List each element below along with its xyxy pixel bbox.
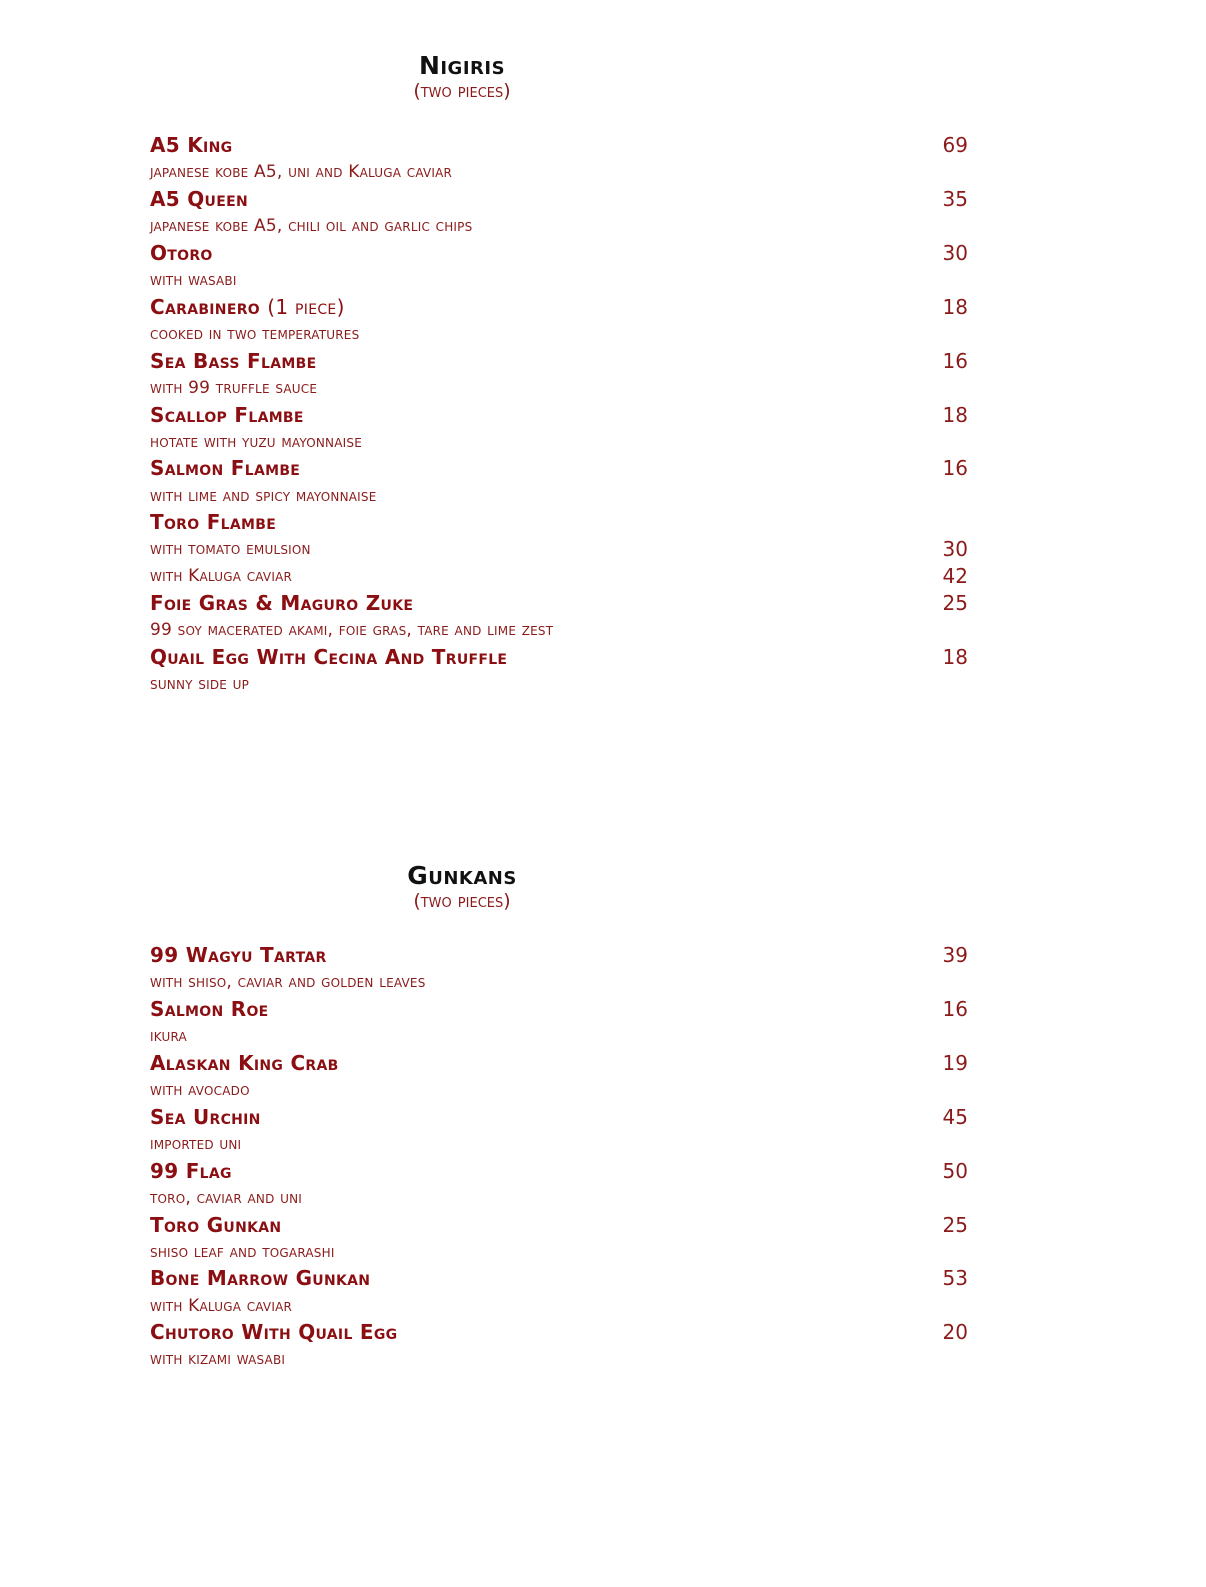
menu-item-name-row: [150, 240, 968, 267]
menu-item-desc-row: [150, 213, 968, 240]
menu-item-desc-row: [150, 375, 968, 402]
menu-item-desc-row: [150, 1239, 968, 1266]
gunkans-section: [150, 860, 968, 1380]
item-name-with-note: [150, 294, 345, 320]
menu-item-desc-row: [150, 969, 968, 996]
menu-item-name-row: [150, 1050, 968, 1077]
menu-item-name-row: [150, 186, 968, 213]
menu-item-desc-row: [150, 671, 968, 698]
nigiris-title: Nigiris: [418, 51, 506, 80]
menu-item-desc-row: [150, 267, 968, 294]
item-name: A5 King: [150, 133, 233, 157]
item-name: 99 Flag: [150, 1159, 232, 1183]
item-price: 18: [942, 295, 968, 319]
item-description: with tomato emulsion: [150, 539, 311, 559]
item-description: with wasabi: [150, 270, 237, 290]
item-price: 16: [942, 997, 968, 1021]
menu-item-name-row: [150, 1212, 968, 1239]
item-description: toro, caviar and uni: [150, 1188, 303, 1208]
menu-item-name-row: [150, 294, 968, 321]
menu-item-name-row: [150, 455, 968, 482]
menu-item-desc-row: [150, 1346, 968, 1373]
item-name: Carabinero: [150, 295, 260, 319]
menu-item-name-row: [150, 1158, 968, 1185]
item-name: A5 Queen: [150, 187, 248, 211]
item-price: 53: [942, 1266, 968, 1290]
item-description: with lime and spicy mayonnaise: [150, 486, 377, 506]
item-price: 30: [942, 537, 968, 561]
menu-item-name-row: [150, 1319, 968, 1346]
item-price: 16: [942, 456, 968, 480]
item-price: 50: [942, 1159, 968, 1183]
item-description: sunny side up: [150, 674, 250, 694]
item-name: Bone Marrow Gunkan: [150, 1266, 371, 1290]
menu-item-name-row: [150, 996, 968, 1023]
item-description: 99 soy macerated akami, foie gras, tare and lime zest: [150, 620, 554, 640]
gunkans-subtitle: (two pieces): [413, 890, 511, 912]
item-price: 45: [942, 1105, 968, 1129]
item-name: Salmon Flambe: [150, 456, 301, 480]
item-price: 18: [942, 403, 968, 427]
item-price: 42: [942, 564, 968, 588]
menu-item-name-row: [150, 402, 968, 429]
item-price: 25: [942, 1213, 968, 1237]
item-description: imported uni: [150, 1134, 242, 1154]
item-description: shiso leaf and togarashi: [150, 1242, 335, 1262]
item-price: 39: [942, 943, 968, 967]
menu-item-desc-row: [150, 159, 968, 186]
gunkans-title: Gunkans: [407, 861, 517, 890]
menu-item-desc-row: [150, 1293, 968, 1320]
item-description: cooked in two temperatures: [150, 324, 360, 344]
menu-item-name-row: [150, 348, 968, 375]
item-name: Alaskan King Crab: [150, 1051, 339, 1075]
menu-item-desc-row: [150, 1131, 968, 1158]
item-description: with Kaluga caviar: [150, 566, 293, 586]
item-name: Chutoro With Quail Egg: [150, 1320, 398, 1344]
item-name: Foie Gras & Maguro Zuke: [150, 591, 414, 615]
item-name-note: (1 piece): [267, 295, 345, 319]
item-description: with kizami wasabi: [150, 1349, 286, 1369]
menu-item-desc-row: [150, 1185, 968, 1212]
menu-item-name-row: [150, 942, 968, 969]
item-price: 20: [942, 1320, 968, 1344]
item-description: ikura: [150, 1026, 187, 1046]
item-name: Sea Bass Flambe: [150, 349, 317, 373]
menu-item-desc-row: [150, 617, 968, 644]
menu-item-name-row: [150, 132, 968, 159]
item-description: with avocado: [150, 1080, 250, 1100]
item-description: japanese kobe A5, chili oil and garlic chips: [150, 216, 473, 236]
item-description: with 99 truffle sauce: [150, 378, 318, 398]
item-name: 99 Wagyu Tartar: [150, 943, 327, 967]
item-name: Salmon Roe: [150, 997, 269, 1021]
item-price: 30: [942, 241, 968, 265]
item-name: Scallop Flambe: [150, 403, 304, 427]
item-price: 25: [942, 591, 968, 615]
menu-item-desc-row: [150, 429, 968, 456]
nigiris-subtitle: (two pieces): [413, 80, 511, 102]
item-name: Toro Gunkan: [150, 1213, 282, 1237]
nigiris-section: [150, 50, 968, 700]
item-description: with Kaluga caviar: [150, 1296, 293, 1316]
item-price: 18: [942, 645, 968, 669]
item-price: 35: [942, 187, 968, 211]
menu-item-name-row: [150, 509, 968, 536]
item-name: Quail Egg With Cecina And Truffle: [150, 645, 508, 669]
item-description: with shiso, caviar and golden leaves: [150, 972, 426, 992]
menu-item-desc-row: [150, 563, 968, 590]
item-price: 69: [942, 133, 968, 157]
item-price: 19: [942, 1051, 968, 1075]
menu-item-name-row: [150, 590, 968, 617]
menu-item-desc-row: [150, 1023, 968, 1050]
item-price: 16: [942, 349, 968, 373]
menu-item-name-row: [150, 1104, 968, 1131]
menu-item-name-row: [150, 1265, 968, 1292]
item-name: Toro Flambe: [150, 510, 277, 534]
item-description: japanese kobe A5, uni and Kaluga caviar: [150, 162, 453, 182]
menu-item-desc-row: [150, 483, 968, 510]
item-name: Sea Urchin: [150, 1105, 261, 1129]
menu-item-desc-row: [150, 536, 968, 563]
item-name: Otoro: [150, 241, 213, 265]
menu-item-name-row: [150, 644, 968, 671]
item-description: hotate with yuzu mayonnaise: [150, 432, 362, 452]
menu-item-desc-row: [150, 1077, 968, 1104]
menu-item-desc-row: [150, 321, 968, 348]
